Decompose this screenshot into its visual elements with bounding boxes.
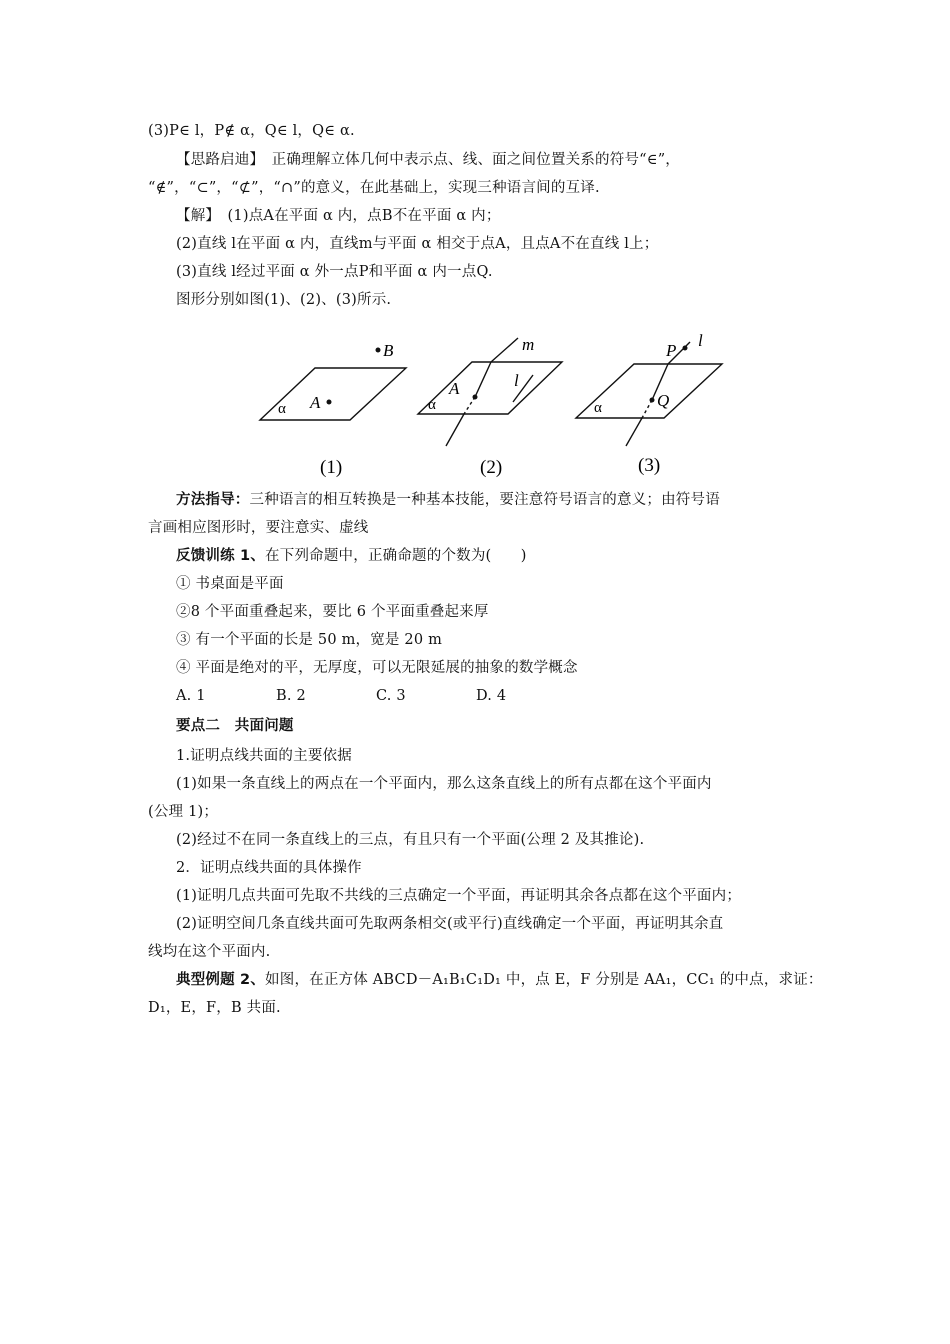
- text-line: (3)P∈ l，P∉ α，Q∈ l，Q∈ α.: [148, 123, 355, 139]
- choice-c: C. 3: [376, 688, 406, 704]
- line-m-hidden: [464, 397, 475, 414]
- text-line: (2)直线 l在平面 α 内，直线m与平面 α 相交于点A，且点A不在直线 l上；: [176, 236, 659, 252]
- choice-a: A. 1: [176, 688, 206, 704]
- geometry-figure: [250, 328, 730, 478]
- option-item: ① 书桌面是平面: [176, 576, 284, 592]
- point-b-label: B: [383, 341, 394, 360]
- section-heading: 要点二 共面问题: [176, 718, 294, 734]
- option-item: ③ 有一个平面的长是 50 m，宽是 20 m: [176, 632, 443, 648]
- point-a: [473, 395, 478, 400]
- text-line: (2)经过不在同一条直线上的三点，有且只有一个平面(公理 2 及其推论).: [176, 832, 645, 848]
- text-span: (1)点A在平面 α 内，点B不在平面 α 内；: [212, 208, 501, 224]
- figure-1: [260, 341, 406, 478]
- point-p-label: P: [666, 341, 677, 360]
- line-l-lower: [626, 418, 642, 446]
- choice-b: B. 2: [276, 688, 306, 704]
- line-m-inside: [475, 362, 491, 397]
- text-span: 三种语言的相互转换是一种基本技能，要注意符号语言的意义；由符号语: [249, 492, 720, 508]
- line-m-upper: [491, 338, 518, 362]
- text-line: (1)如果一条直线上的两点在一个平面内，那么这条直线上的所有点都在这个平面内: [176, 776, 712, 792]
- line-l-label: l: [698, 331, 703, 350]
- figure-2: [418, 335, 562, 478]
- line-m-lower: [446, 414, 464, 446]
- text-span: 正确理解立体几何中表示点、线、面之间位置关系的符号“∈”，: [256, 152, 681, 168]
- point-a-label: A: [310, 393, 321, 412]
- point-b: [376, 348, 381, 353]
- text-line: [176, 489, 720, 511]
- line-l-hidden: [642, 400, 652, 418]
- choice-d: D. 4: [476, 688, 507, 704]
- answer-choices: [176, 685, 576, 707]
- feedback-label: 反馈训练 1、: [176, 548, 266, 564]
- text-span: 如图，在正方体 ABCD－A₁B₁C₁D₁ 中，点 E，F 分别是 AA₁，CC₁ 的中点，求证：: [265, 972, 823, 988]
- text-line: 图形分别如图(1)、(2)、(3)所示.: [176, 292, 392, 308]
- caption-1: (1): [320, 457, 343, 478]
- section-label: 【解】: [176, 208, 213, 224]
- line-m-label: m: [522, 335, 535, 354]
- option-item: ④ 平面是绝对的平，无厚度，可以无限延展的抽象的数学概念: [176, 660, 578, 676]
- point-p: [683, 346, 688, 351]
- section-label: 【思路启迪】: [176, 152, 257, 168]
- text-line: 言画相应图形时，要注意实、虚线: [148, 520, 369, 536]
- caption-3: (3): [638, 455, 661, 476]
- text-line: (3)直线 l经过平面 α 外一点P和平面 α 内一点Q.: [176, 264, 493, 280]
- figure-3: [576, 331, 722, 476]
- caption-2: (2): [480, 457, 503, 478]
- text-line: D₁，E，F，B 共面.: [148, 1000, 281, 1016]
- alpha-label: α: [278, 401, 286, 417]
- line-l-label: l: [514, 371, 519, 390]
- text-line: “∉”，“⊂”，“⊄”，“∩”的意义，在此基础上，实现三种语言间的互译.: [148, 180, 600, 196]
- text-line: (2)证明空间几条直线共面可先取两条相交(或平行)直线确定一个平面，再证明其余直: [176, 916, 724, 932]
- option-item: ②8 个平面重叠起来，要比 6 个平面重叠起来厚: [176, 604, 489, 620]
- text-line: 线均在这个平面内.: [148, 944, 271, 960]
- alpha-label: α: [428, 397, 436, 413]
- text-line: (1)证明几点共面可先取不共线的三点确定一个平面，再证明其余各点都在这个平面内；: [176, 888, 742, 904]
- text-line: [176, 969, 823, 991]
- text-line: [176, 205, 501, 227]
- text-span: 在下列命题中，正确命题的个数为( ): [265, 548, 527, 564]
- method-label: 方法指导：: [176, 492, 250, 508]
- alpha-label: α: [594, 400, 602, 416]
- example-label: 典型例题 2、: [176, 972, 266, 988]
- text-line: [176, 545, 527, 567]
- plane-alpha: [418, 362, 562, 414]
- text-line: (公理 1)；: [148, 804, 219, 820]
- point-a: [327, 400, 332, 405]
- text-line: 1.证明点线共面的主要依据: [176, 748, 352, 764]
- point-a-label: A: [449, 379, 460, 398]
- text-line: 2．证明点线共面的具体操作: [176, 860, 362, 876]
- text-line: [176, 149, 680, 171]
- point-q-label: Q: [657, 391, 670, 410]
- point-q: [650, 398, 655, 403]
